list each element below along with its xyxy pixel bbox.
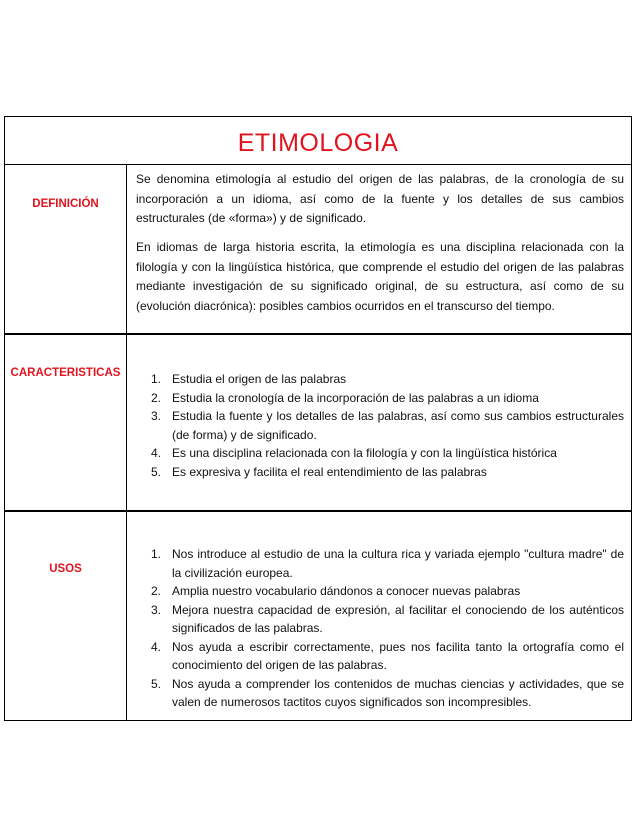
definicion-label: DEFINICIÓN: [32, 198, 99, 210]
list-item: [147, 389, 624, 408]
item-text: Estudia la fuente y los detalles de las palabras, así como sus cambios estructurales (de forma) y de significado.: [172, 409, 624, 442]
item-number: 2.: [151, 584, 162, 598]
list-item: [147, 370, 624, 389]
item-number: 1.: [151, 547, 162, 561]
row-divider-1: [5, 333, 631, 335]
item-text: Nos introduce al estudio de una la cultura rica y variada ejemplo "cultura madre" de la civilización europea.: [172, 547, 624, 580]
item-text: Nos ayuda a comprender los contenidos de muchas ciencias y actividades, que se valen de numerosos tactitos cuyos significados son incompresibles.: [172, 676, 624, 709]
usos-list: [147, 545, 624, 712]
item-text: Estudia la cronología de la incorporación de las palabras a un idioma: [172, 390, 539, 405]
list-item: [147, 675, 624, 712]
item-number: 1.: [151, 372, 162, 386]
list-item: [147, 582, 624, 601]
column-divider: [126, 164, 127, 720]
item-number: 4.: [151, 446, 162, 460]
item-number: 4.: [151, 639, 162, 654]
item-number: 5.: [151, 676, 162, 691]
title-row: [5, 117, 631, 165]
item-number: 3.: [151, 409, 162, 423]
definicion-paragraph-2: En idiomas de larga historia escrita, la etimología es una disciplina relacionada con la filología y con la lingüística histórica, que comprende el estudio del origen de las palabras mediante investigación de su significado original, de su estructura, así como de su (evolución diacrónica): posibles cambios ocurridos en el transcurso del tiempo.: [136, 240, 624, 313]
list-item: [147, 601, 624, 638]
item-number: 2.: [151, 390, 162, 405]
item-text: Nos ayuda a escribir correctamente, pues nos facilita tanto la ortografía como el conocimiento del origen de las palabras.: [172, 639, 624, 672]
item-text: Es expresiva y facilita el real entendimiento de las palabras: [172, 464, 487, 479]
item-number: 5.: [151, 464, 162, 479]
item-text: Estudia el origen de las palabras: [172, 372, 347, 386]
list-item: [147, 545, 624, 582]
item-text: Es una disciplina relacionada con la filología y con la lingüística histórica: [172, 446, 557, 460]
row-divider-2: [5, 510, 631, 512]
list-item: [147, 638, 624, 675]
caracteristicas-label: CARACTERISTICAS: [10, 367, 121, 379]
item-number: 3.: [151, 602, 162, 617]
definicion-paragraph-1: Se denomina etimología al estudio del origen de las palabras, de la cronología de su incorporación a un idioma, así como de la fuente y los detalles de sus cambios estructurales (de «forma») y de significado.: [136, 172, 624, 225]
etymology-table: [4, 116, 632, 721]
usos-label: USOS: [49, 563, 82, 575]
item-text: Mejora nuestra capacidad de expresión, al facilitar el conociendo de los auténticos significados de las palabras.: [172, 602, 624, 635]
caracteristicas-list: [147, 370, 624, 481]
list-item: [147, 407, 624, 444]
list-item: [147, 463, 624, 482]
page-title: ETIMOLOGIA: [237, 129, 399, 157]
item-text: Amplia nuestro vocabulario dándonos a conocer nuevas palabras: [172, 584, 521, 598]
list-item: [147, 444, 624, 463]
